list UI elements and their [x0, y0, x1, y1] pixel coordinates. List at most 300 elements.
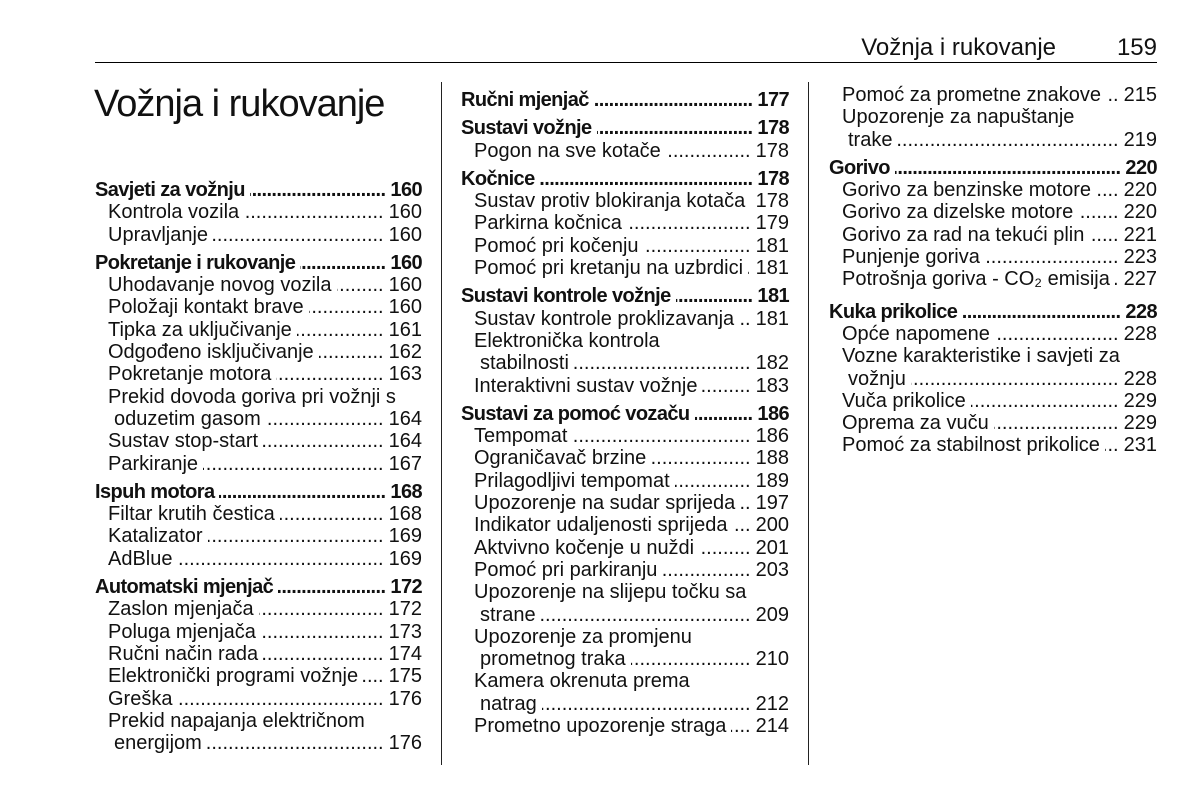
toc-item	[829, 345, 1157, 390]
toc-page-number: 169	[388, 525, 422, 548]
toc-item	[829, 201, 1157, 223]
toc-item	[461, 447, 789, 469]
toc-item	[95, 363, 422, 385]
dot-leader	[178, 548, 384, 570]
toc-page-number: 176	[388, 732, 422, 755]
toc-section	[829, 157, 1157, 291]
dot-leader	[278, 576, 385, 598]
toc-item-label: Uhodavanje novog vozila	[108, 274, 332, 297]
toc-page-number: 186	[755, 425, 789, 448]
toc-item-row	[461, 308, 789, 330]
toc-heading-row	[95, 576, 422, 598]
toc-item-label: Pomoć pri parkiranju	[474, 558, 658, 581]
dot-leader	[213, 224, 384, 246]
toc-heading-row	[829, 157, 1157, 179]
toc-heading-row	[829, 301, 1157, 323]
dot-leader	[300, 252, 385, 274]
dot-leader	[177, 688, 383, 710]
toc-item-row	[829, 323, 1157, 345]
toc-item	[95, 688, 422, 710]
dot-leader	[572, 425, 750, 447]
dot-leader	[897, 129, 1118, 151]
toc-item-label: strane	[480, 603, 536, 626]
toc-page-number: 164	[388, 430, 422, 453]
toc-item-label: Parkirna kočnica	[474, 212, 622, 235]
dot-leader	[627, 212, 751, 234]
toc-item	[95, 341, 422, 363]
dot-leader	[219, 481, 385, 503]
toc-item-line	[95, 386, 422, 408]
dot-leader	[597, 117, 753, 139]
toc-item-row	[461, 715, 789, 737]
toc-item-label: Vozne karakteristike i savjeti za	[842, 345, 1120, 368]
toc-item-label: Pomoć pri kočenju	[474, 234, 639, 257]
toc-item	[829, 323, 1157, 345]
toc-item-label: Vuča prikolice	[842, 389, 966, 412]
toc-item-label: natrag	[480, 692, 537, 715]
toc-item-row	[461, 235, 789, 257]
toc-section	[461, 168, 789, 279]
page-number: 159	[1116, 34, 1157, 61]
toc-page-number: 209	[755, 603, 789, 626]
toc-page-number: 179	[755, 212, 789, 235]
toc-heading-row	[461, 403, 789, 425]
toc-heading-row	[95, 252, 422, 274]
toc-page-number: 210	[755, 648, 789, 671]
toc-heading-label: Sustavi za pomoć vozaču	[461, 402, 690, 425]
toc-item-row	[95, 548, 422, 570]
toc-page-number: 228	[1123, 322, 1157, 345]
toc-page-number: 163	[388, 363, 422, 386]
toc-page-number: 214	[755, 715, 789, 738]
dot-leader	[651, 447, 750, 469]
toc-item-row	[461, 352, 789, 374]
toc-item-row	[95, 224, 422, 246]
toc-item-row	[95, 643, 422, 665]
dot-leader	[739, 308, 750, 330]
toc-page-number: 160	[388, 274, 422, 297]
toc-item	[95, 274, 422, 296]
toc-item-row	[95, 453, 422, 475]
toc-item-row	[461, 425, 789, 447]
dot-leader	[971, 390, 1119, 412]
toc-item-row	[461, 212, 789, 234]
toc-page-number: 229	[1123, 389, 1157, 412]
toc-section	[95, 481, 422, 570]
toc-page-number: 177	[757, 89, 789, 111]
toc-section	[95, 179, 422, 246]
toc-item	[461, 330, 789, 375]
toc-heading-row	[461, 168, 789, 190]
toc-item-label: Poluga mjenjača	[108, 620, 256, 643]
toc-item-row	[829, 179, 1157, 201]
toc-item-row	[829, 268, 1157, 290]
toc-item-row	[829, 84, 1157, 106]
toc-item	[829, 434, 1157, 456]
toc-page-number: 176	[388, 687, 422, 710]
toc-item	[95, 525, 422, 547]
dot-leader	[1115, 268, 1119, 290]
toc-page-number: 182	[755, 352, 789, 375]
dot-leader	[644, 235, 751, 257]
dot-leader	[676, 285, 753, 307]
toc-item	[461, 470, 789, 492]
toc-heading-label: Ispuh motora	[95, 480, 215, 503]
toc-item	[95, 710, 422, 755]
dot-leader	[702, 375, 750, 397]
toc-item-label: stabilnosti	[480, 352, 569, 375]
toc-item	[461, 537, 789, 559]
toc-section	[95, 576, 422, 754]
toc-item-row	[95, 319, 422, 341]
dot-leader	[748, 257, 751, 279]
toc-item-row	[461, 648, 789, 670]
running-header-title: Vožnja i rukovanje	[861, 34, 1056, 61]
toc-page-number: 220	[1123, 179, 1157, 202]
toc-item-row	[95, 296, 422, 318]
toc-page-number: 181	[755, 257, 789, 280]
toc-item-label: Pokretanje motora	[108, 363, 272, 386]
toc-item-row	[461, 604, 789, 626]
toc-heading-row	[461, 117, 789, 139]
dot-leader	[203, 453, 384, 475]
toc-page-number: 175	[388, 665, 422, 688]
toc-item-row	[461, 537, 789, 559]
toc-item-label: Ograničavač brzine	[474, 447, 647, 470]
toc-page-number: 168	[388, 503, 422, 526]
toc-item	[461, 190, 789, 212]
toc-item-row	[461, 375, 789, 397]
toc-item	[461, 715, 789, 737]
toc-page-number: 221	[1123, 223, 1157, 246]
toc-item-label: Sustav protiv blokiranja kotača	[474, 190, 746, 213]
toc-item-row	[95, 274, 422, 296]
toc-heading-label: Automatski mjenjač	[95, 576, 274, 599]
toc-item-label: Ručni način rada	[108, 642, 259, 665]
toc-item	[95, 598, 422, 620]
toc-page-number: 188	[755, 447, 789, 470]
toc-item-label: Interaktivni sustav vožnje	[474, 374, 698, 397]
toc-item-label: Oprema za vuču	[842, 412, 989, 435]
toc-item-label: Zaslon mjenjača	[108, 598, 254, 621]
toc-item-line	[461, 626, 789, 648]
toc-item-label: oduzetim gasom	[114, 407, 261, 430]
toc-item	[95, 296, 422, 318]
toc-item-line	[829, 106, 1157, 128]
dot-leader	[1096, 179, 1119, 201]
toc-item-row	[95, 408, 422, 430]
toc-item-row	[95, 621, 422, 643]
toc-item	[829, 246, 1157, 268]
toc-item	[461, 308, 789, 330]
toc-item-row	[829, 224, 1157, 246]
toc-item	[95, 548, 422, 570]
toc-item-row	[829, 201, 1157, 223]
toc-item-row	[461, 514, 789, 536]
toc-item	[461, 140, 789, 162]
toc-item-row	[461, 190, 789, 212]
toc-item	[829, 179, 1157, 201]
toc-item-label: trake	[848, 128, 893, 151]
dot-leader	[895, 157, 1121, 179]
toc-item	[829, 390, 1157, 412]
toc-item-label: Pomoć za stabilnost prikolice	[842, 434, 1100, 457]
dot-leader	[263, 643, 384, 665]
column-divider	[441, 82, 442, 765]
dot-leader	[631, 648, 751, 670]
toc-heading-row	[461, 89, 789, 111]
toc-page-number: 220	[1125, 156, 1157, 179]
toc-page-number: 228	[1125, 300, 1157, 323]
toc-column-3	[829, 84, 1157, 457]
toc-item	[461, 670, 789, 715]
dot-leader	[337, 274, 384, 296]
toc-page-number: 178	[755, 139, 789, 162]
toc-page-number: 160	[388, 223, 422, 246]
toc-item	[95, 621, 422, 643]
toc-page-number: 160	[388, 201, 422, 224]
toc-item-label: Potrošnja goriva - CO₂ emisija	[842, 268, 1110, 291]
toc-section	[461, 117, 789, 162]
toc-item-row	[95, 732, 422, 754]
toc-item-label: Tipka za uključivanje	[108, 318, 292, 341]
toc-item-row	[95, 341, 422, 363]
toc-page-number: 178	[757, 117, 789, 140]
toc-page-number: 160	[388, 296, 422, 319]
toc-item-label: vožnju	[848, 367, 906, 390]
toc-heading-label: Savjeti za vožnju	[95, 179, 245, 201]
dot-leader	[1105, 434, 1119, 456]
toc-item	[461, 559, 789, 581]
toc-item-label: Punjenje goriva	[842, 246, 980, 269]
toc-item-label: Katalizator	[108, 525, 203, 548]
toc-page-number: 164	[388, 407, 422, 430]
toc-item	[461, 257, 789, 279]
toc-page-number: 160	[390, 251, 422, 274]
toc-item	[95, 386, 422, 431]
toc-page-number: 228	[1123, 367, 1157, 390]
toc-item	[95, 319, 422, 341]
dot-leader	[699, 537, 750, 559]
toc-item	[461, 425, 789, 447]
toc-item	[829, 412, 1157, 434]
toc-page-number: 178	[757, 167, 789, 190]
toc-item-line	[829, 345, 1157, 367]
toc-item-label: Odgođeno isključivanje	[108, 341, 314, 364]
toc-item-row	[461, 140, 789, 162]
toc-page-number: 160	[390, 179, 422, 201]
toc-item	[461, 375, 789, 397]
toc-item-label: Aktvivno kočenje u nuždi	[474, 536, 695, 559]
toc-item-line	[461, 330, 789, 352]
dot-leader	[319, 341, 384, 363]
dot-leader	[207, 732, 384, 754]
toc-item-label: Upozorenje na slijepu točku sa	[474, 581, 747, 604]
dot-leader	[244, 201, 383, 223]
toc-item	[95, 224, 422, 246]
toc-page-number: 167	[388, 452, 422, 475]
toc-item-label: Prometno upozorenje straga	[474, 715, 727, 738]
toc-page-number: 168	[390, 480, 422, 503]
toc-item	[829, 84, 1157, 106]
toc-page-number: 219	[1123, 128, 1157, 151]
toc-item-label: Filtar krutih čestica	[108, 503, 275, 526]
toc-item-row	[461, 492, 789, 514]
toc-page-number: 181	[755, 234, 789, 257]
toc-item-label: Elektronička kontrola	[474, 329, 660, 352]
toc-item-label: Prekid dovoda goriva pri vožnji s	[108, 385, 396, 408]
dot-leader	[266, 408, 384, 430]
toc-item-row	[461, 447, 789, 469]
toc-item	[95, 430, 422, 452]
dot-leader	[731, 715, 750, 737]
toc-section	[461, 285, 789, 396]
dot-leader	[695, 403, 753, 425]
toc-item-label: Upozorenje za napuštanje	[842, 106, 1075, 129]
dot-leader	[250, 179, 386, 201]
dot-leader	[1078, 201, 1118, 223]
dot-leader	[309, 296, 384, 318]
toc-item-row	[461, 470, 789, 492]
toc-page-number: 223	[1123, 246, 1157, 269]
dot-leader	[542, 693, 751, 715]
toc-item-label: Indikator udaljenosti sprijeda	[474, 514, 728, 537]
toc-section	[461, 403, 789, 737]
toc-item-label: Upozorenje za promjenu	[474, 625, 692, 648]
toc-heading-label: Pokretanje i rukovanje	[95, 251, 296, 274]
toc-item	[95, 453, 422, 475]
toc-heading-row	[95, 179, 422, 201]
toc-item-line	[95, 710, 422, 732]
toc-item	[461, 492, 789, 514]
dot-leader	[541, 604, 751, 626]
toc-page-number: 215	[1123, 84, 1157, 106]
toc-item-row	[829, 412, 1157, 434]
toc-item-label: Prilagodljivi tempomat	[474, 469, 670, 492]
dot-leader	[280, 503, 384, 525]
toc-item-label: prometnog traka	[480, 648, 626, 671]
toc-section	[461, 89, 789, 111]
toc-page-number: 178	[755, 190, 789, 213]
toc-item-label: Pomoć pri kretanju na uzbrdici	[474, 257, 744, 280]
toc-item-line	[461, 670, 789, 692]
dot-leader	[985, 246, 1119, 268]
toc-item-label: Gorivo za rad na tekući plin	[842, 223, 1085, 246]
toc-heading-row	[95, 481, 422, 503]
toc-page-number: 189	[755, 469, 789, 492]
toc-column-1	[95, 179, 422, 754]
toc-item-label: AdBlue	[108, 547, 173, 570]
toc-item-label: Upravljanje	[108, 223, 209, 246]
toc-page-number: 173	[388, 620, 422, 643]
toc-page-number: 197	[755, 492, 789, 515]
toc-item-row	[829, 434, 1157, 456]
dot-leader	[962, 301, 1120, 323]
toc-heading-label: Sustavi vožnje	[461, 117, 592, 140]
dot-leader	[259, 598, 384, 620]
toc-page-number: 201	[755, 536, 789, 559]
toc-item-label: Parkiranje	[108, 452, 199, 475]
toc-item-line	[461, 581, 789, 603]
toc-heading-row	[461, 285, 789, 307]
toc-page-number: 186	[757, 402, 789, 425]
chapter-title: Vožnja i rukovanje	[94, 83, 385, 125]
toc-heading-label: Kuka prikolice	[829, 300, 958, 323]
toc-item-label: Upozorenje na sudar sprijeda	[474, 492, 736, 515]
toc-section	[829, 301, 1157, 457]
header-rule	[95, 62, 1157, 63]
toc-item-row	[461, 257, 789, 279]
dot-leader	[263, 430, 384, 452]
toc-item	[95, 503, 422, 525]
dot-leader	[208, 525, 384, 547]
toc-item-label: Gorivo za dizelske motore	[842, 201, 1074, 224]
toc-item-row	[829, 246, 1157, 268]
toc-page-number: 181	[757, 285, 789, 308]
dot-leader	[297, 319, 384, 341]
dot-leader	[995, 323, 1119, 345]
toc-page-number: 169	[388, 547, 422, 570]
toc-page-number: 231	[1123, 434, 1157, 457]
toc-page-number: 172	[390, 576, 422, 599]
toc-page-number: 174	[388, 642, 422, 665]
dot-leader	[675, 470, 751, 492]
dot-leader	[1106, 84, 1119, 106]
toc-item-row	[461, 693, 789, 715]
toc-item-row	[95, 430, 422, 452]
toc-item-label: Greška	[108, 687, 173, 710]
toc-item-label: Položaji kontakt brave	[108, 296, 304, 319]
toc-page-number: 212	[755, 692, 789, 715]
dot-leader	[733, 514, 751, 536]
toc-page-number: 220	[1123, 201, 1157, 224]
toc-page-number: 181	[755, 307, 789, 330]
toc-item-label: Prekid napajanja električnom	[108, 709, 365, 732]
dot-leader	[911, 368, 1119, 390]
column-divider	[808, 82, 809, 765]
toc-item-row	[461, 559, 789, 581]
toc-page-number: 203	[755, 558, 789, 581]
toc-item	[829, 224, 1157, 246]
toc-item	[461, 626, 789, 671]
toc-item-label: Pomoć za prometne znakove	[842, 84, 1102, 106]
toc-item	[461, 581, 789, 626]
toc-item	[829, 106, 1157, 151]
toc-item-row	[95, 363, 422, 385]
toc-item-label: Pogon na sve kotače	[474, 139, 661, 162]
toc-item-label: Elektronički programi vožnje	[108, 665, 359, 688]
toc-item-row	[95, 503, 422, 525]
toc-item	[461, 235, 789, 257]
toc-section	[829, 84, 1157, 151]
dot-leader	[994, 412, 1119, 434]
toc-page-number: 183	[755, 374, 789, 397]
toc-item-label: Tempomat	[474, 425, 568, 448]
dot-leader	[594, 89, 753, 111]
dot-leader	[540, 168, 753, 190]
toc-item-row	[95, 598, 422, 620]
toc-item-label: Kontrola vozila	[108, 201, 240, 224]
toc-heading-label: Gorivo	[829, 156, 890, 179]
dot-leader	[276, 363, 383, 385]
toc-column-2	[461, 89, 789, 737]
toc-item	[829, 268, 1157, 290]
dot-leader	[1089, 224, 1118, 246]
toc-item-label: Kamera okrenuta prema	[474, 670, 690, 693]
toc-item-label: Gorivo za benzinske motore	[842, 179, 1092, 202]
toc-page-number: 229	[1123, 412, 1157, 435]
dot-leader	[666, 140, 751, 162]
